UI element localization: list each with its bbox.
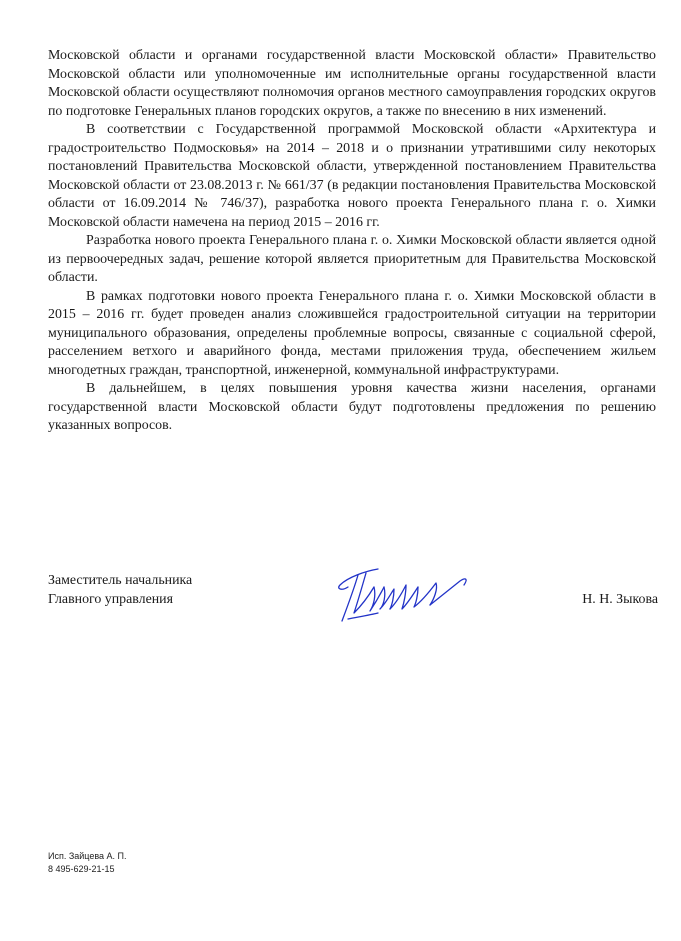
signatory-position-line1: Заместитель начальника	[48, 573, 193, 588]
signatory-name: Н. Н. Зыкова	[582, 592, 658, 607]
signatory-position-line2: Главного управления	[48, 592, 174, 607]
paragraph-proposals: В дальнейшем, в целях повышения уровня качества жизни населения, органами государственной власти Московской области будут подготовлены предложения по решению указанных вопросов.	[48, 381, 656, 433]
paragraph-analysis: В рамках подготовки нового проекта Генерального плана г. о. Химки Московской области в 2015 – 2016 гг. будет проведен анализ сложившейся градостроительной ситуации на территории муниципального образования, определены проблемные вопросы, связанные с социальной сферой, расселением ветхого и аварийного фонда, местами приложения труда, обеспечением жильем многодетных граждан, транспортной, инженерной, коммунальной инфраструктурами.	[48, 288, 656, 378]
paragraph-continuation: Московской области и органами государственной власти Московской области» Правительство Московской области или уполномоченные им исполнительные органы государственной власти Московской области осуществляют полномочия органов местного самоуправления городских округов по подготовке Генеральных планов городских округов, а также по внесению в них изменений.	[48, 48, 656, 119]
letter-body	[48, 47, 656, 436]
handwritten-signature	[318, 561, 478, 631]
signatory-position	[48, 571, 192, 609]
paragraph-priority: Разработка нового проекта Генерального плана г. о. Химки Московской области является одной из первоочередных задач, решение которой является приоритетным для Правительства Московской области.	[48, 233, 656, 285]
executor-name: Исп. Зайцева А. П.	[48, 851, 127, 861]
executor-info	[48, 850, 127, 876]
executor-phone: 8 495-629-21-15	[48, 864, 115, 874]
paragraph-state-program: В соответствии с Государственной программой Московской области «Архитектура и градостроительство Подмосковья» на 2014 – 2018 и о признании утратившими силу некоторых постановлений Правительства Московской области, утвержденной постановлением Правительства Московской области от 23.08.2013 г. № 661/37 (в редакции постановления Правительства Московской области от 16.09.2014 № 746/37), разработка нового проекта Генерального плана г. о. Химки Московской области намечена на период 2015 – 2016 гг.	[48, 122, 656, 230]
signature-block	[48, 571, 660, 641]
